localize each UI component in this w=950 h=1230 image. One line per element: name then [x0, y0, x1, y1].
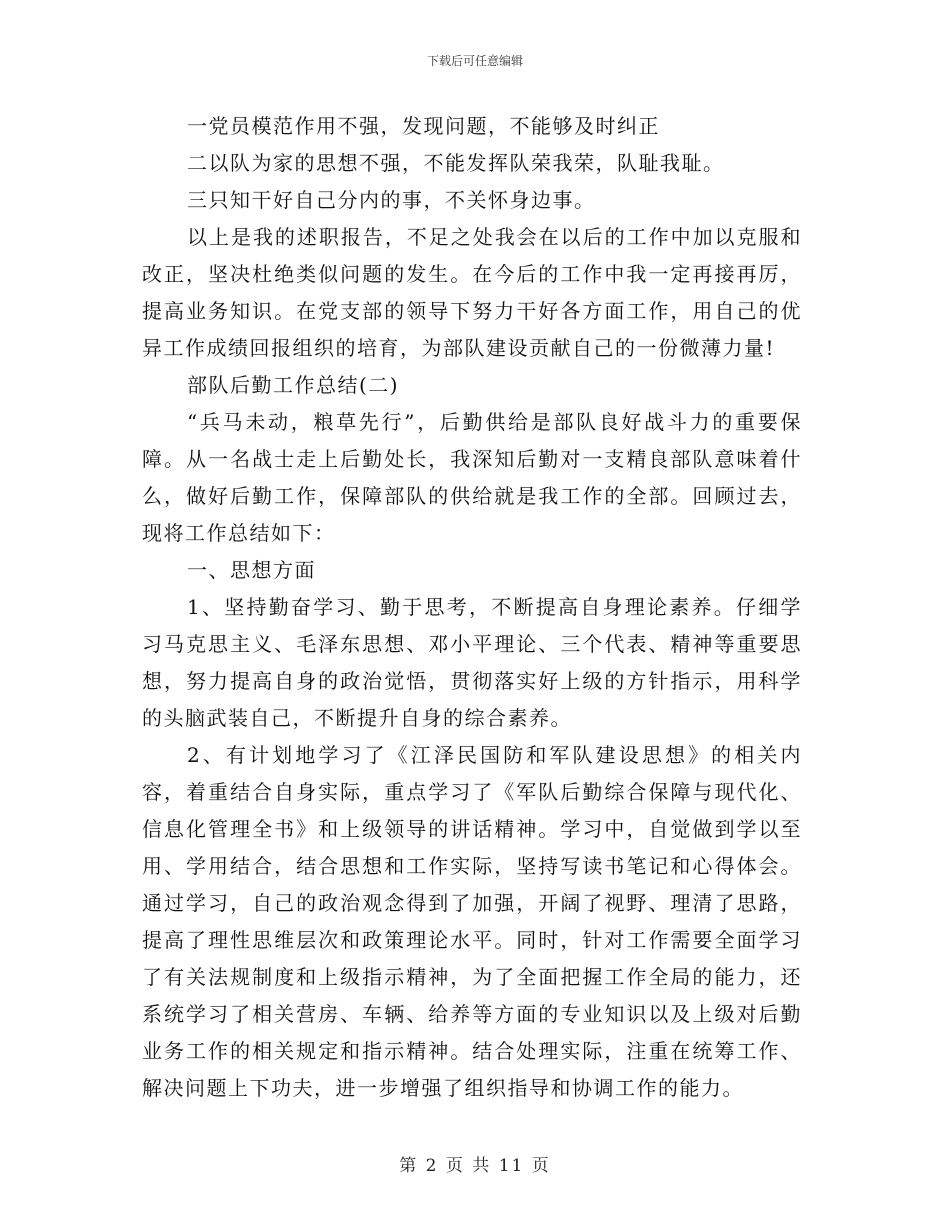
footer-middle: 页 共 — [445, 1156, 492, 1176]
paragraph: 1、坚持勤奋学习、勤于思考，不断提高自身理论素养。仔细学习马克思主义、毛泽东思想、邓小平理论、三个代表、精神等重要思想，努力提高自身的政治觉悟，贯彻落实好上级的方针指示，用科学的头脑武装自己，不断提升自身的综合素养。 — [142, 595, 802, 730]
paragraph: 2、有计划地学习了《江泽民国防和军队建设思想》的相关内容，着重结合自身实际，重点学习了《军队后勤综合保障与现代化、信息化管理全书》和上级领导的讲话精神。学习中，自觉做到学以至用、学用结合，结合思想和工作实际，坚持写读书笔记和心得体会。通过学习，自己的政治观念得到了加强，开阔了视野、理清了思路，提高了理性思维层次和政策理论水平。同时，针对工作需要全面学习了有关法规制度和上级指示精神，为了全面把握工作全局的能力，还系统学习了相关营房、车辆、给养等方面的专业知识以及上级对后勤业务工作的相关规定和指示精神。结合处理实际，注重在统筹工作、解决问题上下功夫，进一步增强了组织指导和协调工作的能力。 — [142, 743, 802, 1100]
page-header — [0, 52, 950, 70]
document-body — [142, 108, 802, 1107]
footer-prefix: 第 — [399, 1156, 419, 1176]
paragraph: “兵马未动，粮草先行”，后勤供给是部队良好战斗力的重要保障。从一名战士走上后勤处长，我深知后勤对一支精良部队意味着什么，做好后勤工作，保障部队的供给就是我工作的全部。回顾过去，现将工作总结如下： — [142, 410, 802, 545]
page-footer — [0, 1154, 950, 1178]
section-title: 部队后勤工作总结(二) — [187, 373, 400, 397]
header-text: 下载后可任意编辑 — [426, 54, 523, 68]
footer-current-page: 2 — [425, 1156, 439, 1176]
section-heading: 一、思想方面 — [187, 558, 316, 582]
paragraph: 三只知干好自己分内的事，不关怀身边事。 — [187, 188, 596, 212]
footer-total-pages: 11 — [498, 1156, 525, 1176]
paragraph: 一党员模范作用不强，发现问题，不能够及时纠正 — [187, 114, 660, 138]
footer-suffix: 页 — [531, 1156, 551, 1176]
paragraph: 以上是我的述职报告，不足之处我会在以后的工作中加以克服和改正，坚决杜绝类似问题的发生。在今后的工作中我一定再接再厉，提高业务知识。在党支部的领导下努力干好各方面工作，用自己的优异工作成绩回报组织的培育，为部队建设贡献自己的一份微薄力量! — [142, 225, 802, 360]
paragraph: 二以队为家的思想不强，不能发挥队荣我荣，队耻我耻。 — [187, 151, 725, 175]
